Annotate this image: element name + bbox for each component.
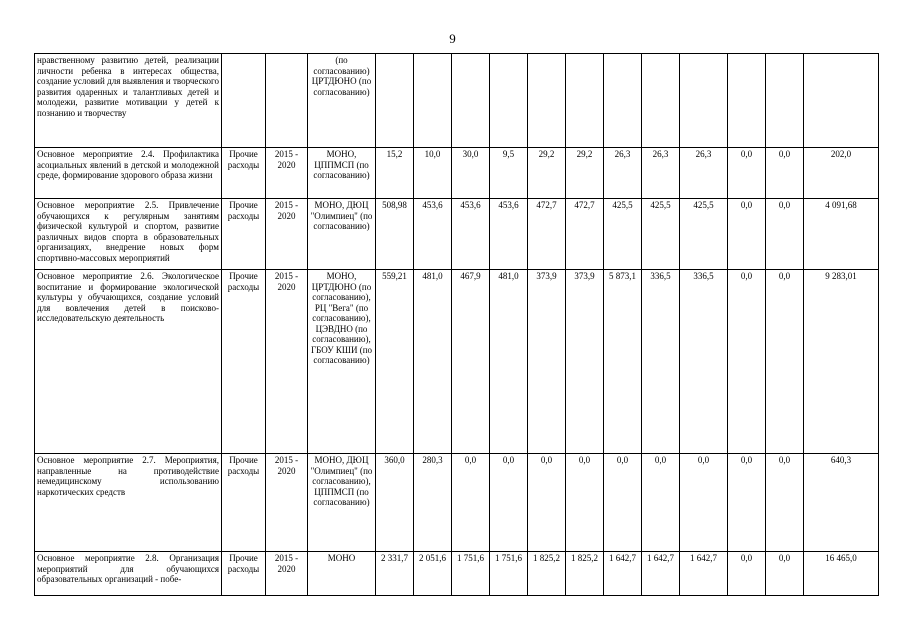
- value-cell: [452, 54, 490, 148]
- executors: МОНО, ЦРТДЮНО (по согласованию), РЦ "Вега" (по согласованию), ЦЭВДНО (по согласованию), ГБОУ КШИ (по согласованию): [308, 270, 376, 454]
- value-cell: 0,0: [728, 199, 766, 270]
- value-cell: 0,0: [604, 454, 642, 552]
- table-row: [35, 270, 879, 454]
- period-years: 2015 - 2020: [266, 199, 308, 270]
- value-cell: 336,5: [680, 270, 728, 454]
- value-cell: 26,3: [642, 148, 680, 199]
- value-cell: 425,5: [642, 199, 680, 270]
- value-cell: 4 091,68: [804, 199, 879, 270]
- value-cell: 0,0: [728, 454, 766, 552]
- value-cell: 472,7: [566, 199, 604, 270]
- value-cell: 26,3: [604, 148, 642, 199]
- value-cell: 1 642,7: [680, 552, 728, 596]
- expense-type: Прочие расходы: [222, 552, 266, 596]
- budget-table: [34, 53, 879, 596]
- value-cell: 1 825,2: [566, 552, 604, 596]
- value-cell: [376, 54, 414, 148]
- period-years: 2015 - 2020: [266, 148, 308, 199]
- value-cell: 453,6: [414, 199, 452, 270]
- value-cell: 15,2: [376, 148, 414, 199]
- value-cell: 5 873,1: [604, 270, 642, 454]
- value-cell: 2 051,6: [414, 552, 452, 596]
- value-cell: [414, 54, 452, 148]
- value-cell: 481,0: [414, 270, 452, 454]
- expense-type: Прочие расходы: [222, 199, 266, 270]
- value-cell: 453,6: [452, 199, 490, 270]
- period-years: [266, 54, 308, 148]
- value-cell: 0,0: [728, 552, 766, 596]
- value-cell: 0,0: [490, 454, 528, 552]
- value-cell: 0,0: [728, 148, 766, 199]
- value-cell: 1 751,6: [490, 552, 528, 596]
- period-years: 2015 - 2020: [266, 454, 308, 552]
- executors: (по согласованию) ЦРТДЮНО (по согласованию): [308, 54, 376, 148]
- value-cell: 0,0: [766, 148, 804, 199]
- value-cell: 0,0: [766, 454, 804, 552]
- executors: МОНО, ЦППМСП (по согласованию): [308, 148, 376, 199]
- value-cell: [490, 54, 528, 148]
- value-cell: 16 465,0: [804, 552, 879, 596]
- table-row: [35, 454, 879, 552]
- executors: МОНО: [308, 552, 376, 596]
- value-cell: 425,5: [680, 199, 728, 270]
- value-cell: 467,9: [452, 270, 490, 454]
- value-cell: [566, 54, 604, 148]
- value-cell: 202,0: [804, 148, 879, 199]
- executors: МОНО, ДЮЦ "Олимпиец" (по согласованию), ЦППМСП (по согласованию): [308, 454, 376, 552]
- value-cell: [680, 54, 728, 148]
- value-cell: 0,0: [642, 454, 680, 552]
- value-cell: 360,0: [376, 454, 414, 552]
- value-cell: 508,98: [376, 199, 414, 270]
- expense-type: [222, 54, 266, 148]
- value-cell: 481,0: [490, 270, 528, 454]
- value-cell: 453,6: [490, 199, 528, 270]
- value-cell: 1 642,7: [604, 552, 642, 596]
- value-cell: 29,2: [528, 148, 566, 199]
- value-cell: [642, 54, 680, 148]
- table-row: [35, 54, 879, 148]
- activity-description: Основное мероприятие 2.8. Организация мероприятий для обучающихся образовательных организаций - побе-: [35, 552, 222, 596]
- period-years: 2015 - 2020: [266, 270, 308, 454]
- period-years: 2015 - 2020: [266, 552, 308, 596]
- value-cell: [804, 54, 879, 148]
- table-row: [35, 199, 879, 270]
- expense-type: Прочие расходы: [222, 270, 266, 454]
- value-cell: 10,0: [414, 148, 452, 199]
- value-cell: 0,0: [528, 454, 566, 552]
- activity-description: Основное мероприятие 2.5. Привлечение обучающихся к регулярным занятиям физической культурой и спортом, развитие различных видов спорта в образовательных организациях, внедрение новых форм спортивно-массовых мероприятий: [35, 199, 222, 270]
- value-cell: 0,0: [766, 270, 804, 454]
- value-cell: 30,0: [452, 148, 490, 199]
- value-cell: 0,0: [452, 454, 490, 552]
- value-cell: 9,5: [490, 148, 528, 199]
- value-cell: 9 283,01: [804, 270, 879, 454]
- value-cell: 559,21: [376, 270, 414, 454]
- value-cell: 280,3: [414, 454, 452, 552]
- value-cell: [728, 54, 766, 148]
- activity-description: Основное мероприятие 2.7. Мероприятия, направленные на противодействие немедицинскому использованию наркотических средств: [35, 454, 222, 552]
- activity-description: Основное мероприятие 2.4. Профилактика асоциальных явлений в детской и молодежной среде, формирование здорового образа жизни: [35, 148, 222, 199]
- value-cell: 0,0: [566, 454, 604, 552]
- value-cell: 0,0: [766, 552, 804, 596]
- value-cell: 2 331,7: [376, 552, 414, 596]
- expense-type: Прочие расходы: [222, 148, 266, 199]
- value-cell: 0,0: [728, 270, 766, 454]
- value-cell: 0,0: [680, 454, 728, 552]
- value-cell: 472,7: [528, 199, 566, 270]
- value-cell: 0,0: [766, 199, 804, 270]
- activity-description: нравственному развитию детей, реализации личности ребенка в интересах общества, создание условий для выявления и творческого развития одаренных и талантливых детей и молодежи, развитие мотивации у детей к познанию и творчеству: [35, 54, 222, 148]
- value-cell: 336,5: [642, 270, 680, 454]
- value-cell: 640,3: [804, 454, 879, 552]
- value-cell: [528, 54, 566, 148]
- table-body: [35, 54, 879, 596]
- table-row: [35, 148, 879, 199]
- value-cell: 1 642,7: [642, 552, 680, 596]
- value-cell: 26,3: [680, 148, 728, 199]
- table-row: [35, 552, 879, 596]
- page-number: 9: [449, 31, 456, 46]
- value-cell: 1 751,6: [452, 552, 490, 596]
- value-cell: 373,9: [566, 270, 604, 454]
- value-cell: 373,9: [528, 270, 566, 454]
- value-cell: [766, 54, 804, 148]
- executors: МОНО, ДЮЦ "Олимпиец" (по согласованию): [308, 199, 376, 270]
- expense-type: Прочие расходы: [222, 454, 266, 552]
- value-cell: [604, 54, 642, 148]
- activity-description: Основное мероприятие 2.6. Экологическое воспитание и формирование экологической культуры у обучающихся, создание условий для вовлечения детей в поисково-исследовательскую деятельность: [35, 270, 222, 454]
- value-cell: 425,5: [604, 199, 642, 270]
- value-cell: 29,2: [566, 148, 604, 199]
- value-cell: 1 825,2: [528, 552, 566, 596]
